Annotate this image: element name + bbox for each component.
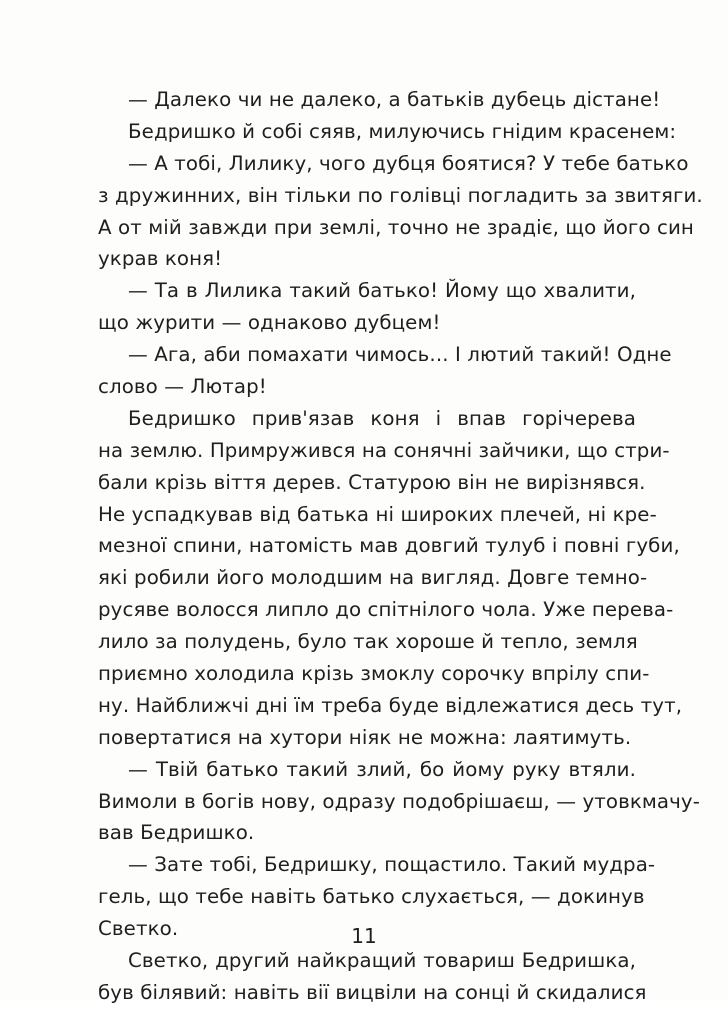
text-line: Не успадкував від батька ні широких плечей, ні кре-	[98, 502, 657, 526]
text-line: Бедришко прив'язав коня і впав горічерева	[128, 406, 636, 430]
text-line: з дружинних, він тільки по голівці погладить за звитяги.	[98, 183, 703, 207]
text-line: Бедришко й собі сяяв, милуючись гнідим красенем:	[128, 119, 677, 143]
text-line: бали крізь віття дерев. Статурою він не вирізнявся.	[98, 470, 646, 494]
text-line: — Зате тобі, Бедришку, пощастило. Такий мудра-	[128, 853, 656, 877]
text-line: вав Бедришко.	[98, 821, 255, 845]
text-line: — А тобі, Лилику, чого дубця боятися? У тебе батько	[128, 151, 689, 175]
text-line: А от мій завжди при землі, точно не зрадіє, що його син	[98, 215, 694, 239]
text-line: — Та в Лилика такий батько! Йому що хвалити,	[128, 279, 636, 303]
text-line: Светко, другий найкращий товариш Бедришка,	[128, 949, 636, 973]
text-line: русяве волосся липло до спітнілого чола. Уже перева-	[98, 598, 674, 622]
text-line: — Ага, аби помахати чимось... І лютий такий! Одне	[128, 343, 672, 367]
text-line: які робили його молодшим на вигляд. Довге темно-	[98, 566, 648, 590]
text-line: приємно холодила крізь змоклу сорочку впрілу спи-	[98, 662, 650, 686]
text-line: що журити — однаково дубцем!	[98, 311, 441, 335]
text-line: слово — Лютар!	[98, 375, 267, 399]
text-line: Вимоли в богів нову, одразу подобрішаєш, — утовкмачу-	[98, 789, 700, 813]
text-line: мезної спини, натомість мав довгий тулуб і повні губи,	[98, 534, 680, 558]
page-number: 11	[351, 924, 377, 948]
text-line: був білявий: навіть вії вицвіли на сонці й скидалися	[98, 980, 647, 1004]
text-line: лило за полудень, було так хороше й тепло, земля	[98, 630, 638, 654]
text-line: повертатися на хутори ніяк не можна: лаятимуть.	[98, 725, 632, 749]
text-line: — Далеко чи не далеко, а батьків дубець дістане!	[128, 88, 661, 111]
text-line: — Твій батько такий злий, бо йому руку втяли.	[128, 757, 636, 781]
text-line: украв коня!	[98, 247, 223, 271]
text-line: Светко.	[98, 917, 179, 941]
text-line: на землю. Примружився на сонячні зайчики, що стри-	[98, 438, 670, 462]
text-line: ну. Найближчі дні їм треба буде відлежатися десь тут,	[98, 693, 683, 717]
body-text	[98, 84, 703, 1009]
text-line: гель, що тебе навіть батько слухається, — докинув	[98, 885, 645, 909]
